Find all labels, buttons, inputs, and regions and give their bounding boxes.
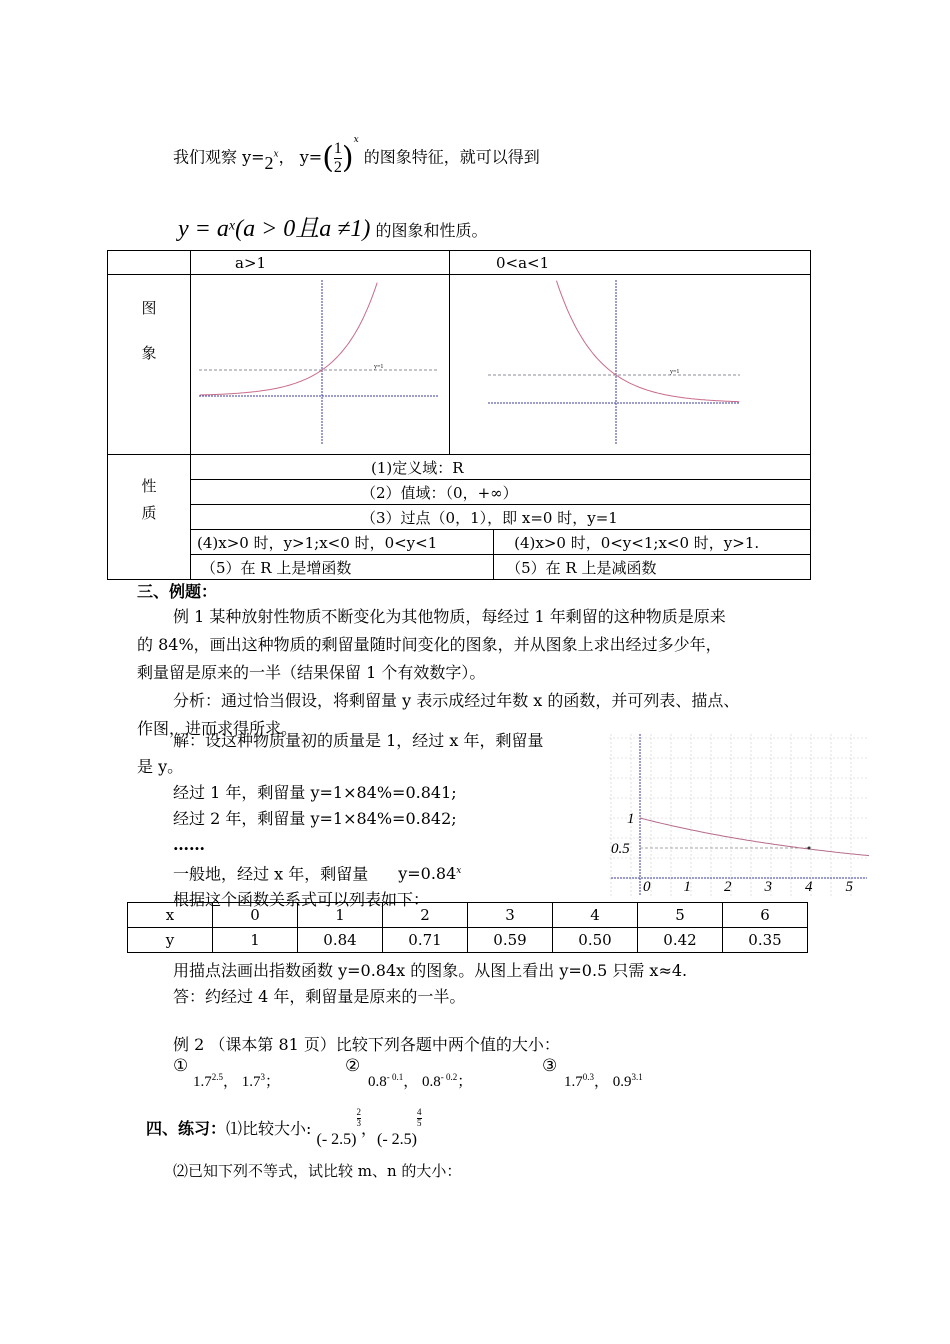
half-fraction: $\frac{1}{2}$ (333, 140, 342, 176)
q3-number: ③ (542, 1056, 558, 1076)
formula-suffix: 的图象和性质。 (375, 221, 488, 240)
prop-5-right: （5）在 R 上是减函数 (494, 555, 811, 580)
example2-questions (173, 1056, 733, 1092)
cell-x: 1 (298, 903, 383, 928)
x-tick-labels (643, 879, 854, 895)
intro-y: y= (299, 147, 323, 167)
formula-cond: (a > 0且a ≠1) (235, 216, 371, 242)
row-label-graph-1: 图 (141, 299, 157, 317)
q3-expr: $1.7^{0.3}$， $0.9^{3.1}$ (564, 1072, 643, 1090)
properties-table (107, 250, 811, 580)
prop-range: （2）值域：（0，+∞） (191, 480, 811, 505)
graph-increasing-cell (191, 275, 450, 455)
values-table (127, 902, 808, 953)
power2: (- 2.5) $\frac{4}{5}$ (377, 1106, 422, 1148)
values-row-x (128, 903, 808, 928)
general-formula: y=0.84 (398, 864, 457, 884)
prop-domain: (1)定义域：R (191, 455, 811, 480)
values-row-y (128, 928, 808, 953)
chart-grid (609, 734, 867, 896)
example1 (137, 603, 827, 743)
cell-y: 0.42 (638, 928, 723, 953)
example2: 例 2 （课本第 81 页）比较下列各题中两个值的大小： (173, 1035, 560, 1054)
y1-label-2: y=1 (670, 369, 680, 375)
row-label-props (108, 455, 191, 580)
intro-prefix: 我们观察 y= (173, 147, 265, 167)
section3-heading: 三、例题： (137, 582, 218, 601)
prop-point: （3）过点（0，1），即 x=0 时，y=1 (191, 505, 811, 530)
increasing-curve (200, 283, 377, 395)
cell-x: 0 (213, 903, 298, 928)
power1: (- 2.5) $\frac{2}{3}$ (316, 1106, 361, 1148)
cell-y-header: y (128, 928, 213, 953)
section4-p1: ⑴比较大小: (226, 1119, 312, 1138)
header-a-lt-1: 0<a<1 (450, 251, 811, 275)
formula-expr: y = a (178, 216, 229, 242)
section4-p2: ⑵已知下列不等式，试比较 m、n 的大小： (173, 1162, 462, 1180)
intro-exp2: x (353, 135, 359, 146)
analysis-line-1: 分析：通过恰当假设，将剩留量 y 表示成经过年数 x 的函数，并可列表、描点、 (173, 691, 740, 710)
ex1-line-1: 例 1 某种放射性物质不断变化为其他物质，每经过 1 年剩留的这种物质是原来 (173, 607, 726, 626)
half-point (808, 847, 811, 850)
formula-exp: x (228, 218, 236, 234)
cell-y: 1 (213, 928, 298, 953)
header-a-gt-1: a>1 (191, 251, 450, 275)
decay-chart (607, 732, 869, 898)
general-pre: 一般地，经过 x 年，剩留量 (173, 864, 369, 884)
y-tick-label: 0.5 (611, 841, 630, 857)
cell-y: 0.84 (298, 928, 383, 953)
cell-x: 3 (468, 903, 553, 928)
cell-y: 0.50 (553, 928, 638, 953)
decreasing-curve (557, 281, 740, 402)
year1-line: 经过 1 年，剩留量 y=1×84%=0.841; (173, 783, 457, 802)
section4-line1 (146, 1106, 422, 1156)
section4-comma: ， (361, 1119, 378, 1138)
cell-x: 4 (553, 903, 638, 928)
section4-heading: 四、练习： (146, 1119, 227, 1138)
analysis-line-2: 作图，进而求得所求。 (137, 719, 298, 738)
graph-decreasing-cell (450, 275, 811, 455)
cell-x: 6 (723, 903, 808, 928)
intro-suffix: 的图象特征，就可以得到 (363, 147, 540, 167)
graph-increasing (191, 275, 449, 450)
table-intro: 根据这个函数关系式可以列表如下： (173, 890, 430, 910)
solution-line-2: 是 y。 (137, 757, 184, 776)
intro-sep: ， (278, 147, 295, 167)
prop-5-left: （5）在 R 上是增函数 (191, 555, 494, 580)
cell-y: 0.35 (723, 928, 808, 953)
y1-label: y=1 (374, 364, 384, 370)
solution (137, 728, 607, 913)
q2-number: ② (345, 1056, 361, 1076)
formula-line (178, 208, 488, 243)
row-label-props-2: 质 (141, 504, 157, 522)
cell-y: 0.59 (468, 928, 553, 953)
cell-x: 5 (638, 903, 723, 928)
prop-4-right: (4)x>0 时，0<y<1;x<0 时，y>1. (494, 530, 811, 555)
intro-exp: x (273, 149, 279, 160)
conclusion: 用描点法画出指数函数 y=0.84x 的图象。从图上看出 y=0.5 只需 x≈4. (173, 961, 688, 980)
cell-x: 2 (383, 903, 468, 928)
cell-x-header: x (128, 903, 213, 928)
intro-line (173, 135, 540, 190)
prop-4-left: (4)x>0 时，y>1;x<0 时，0<y<1 (191, 530, 494, 555)
ex1-line-3: 剩量留是原来的一半（结果保留 1 个有效数字）。 (137, 663, 486, 682)
row-label-graph (108, 275, 191, 455)
y-tick-label: 1 (627, 811, 635, 827)
paren-right: ) (341, 140, 354, 176)
answer: 答：约经过 4 年，剩留量是原来的一半。 (173, 987, 466, 1006)
q1-expr: $1.7^{2.5}$， $1.7^3$； (193, 1072, 281, 1090)
decay-curve (640, 818, 869, 856)
cell-y: 0.71 (383, 928, 468, 953)
row-label-props-1: 性 (141, 477, 157, 495)
x-tick-label: 0 (643, 879, 651, 895)
year2-line: 经过 2 年，剩留量 y=1×84%=0.842; (173, 809, 457, 828)
ellipsis: …… (173, 835, 205, 854)
general-exp: x (456, 866, 462, 876)
graph-decreasing (450, 275, 810, 450)
x-tick-label: 2 (724, 879, 732, 895)
solution-line-1: 解：设这种物质量初的质量是 1，经过 x 年，剩留量 (173, 731, 544, 750)
x-tick-label: 4 (805, 879, 813, 895)
ex1-line-2: 的 84%，画出这种物质的剩留量随时间变化的图象，并从图象上求出经过多少年， (137, 635, 722, 654)
intro-base: 2 (264, 152, 274, 173)
row-label-graph-2: 象 (141, 344, 157, 362)
x-tick-label: 1 (683, 879, 691, 895)
header-blank (108, 251, 191, 275)
q2-expr: $0.8^{- 0.1}$， $0.8^{- 0.2}$； (368, 1072, 473, 1090)
x-tick-label: 5 (845, 879, 853, 895)
general-line (137, 858, 607, 887)
q1-number: ① (173, 1056, 189, 1076)
paren-left: ( (322, 140, 334, 176)
x-tick-label: 3 (764, 879, 772, 895)
